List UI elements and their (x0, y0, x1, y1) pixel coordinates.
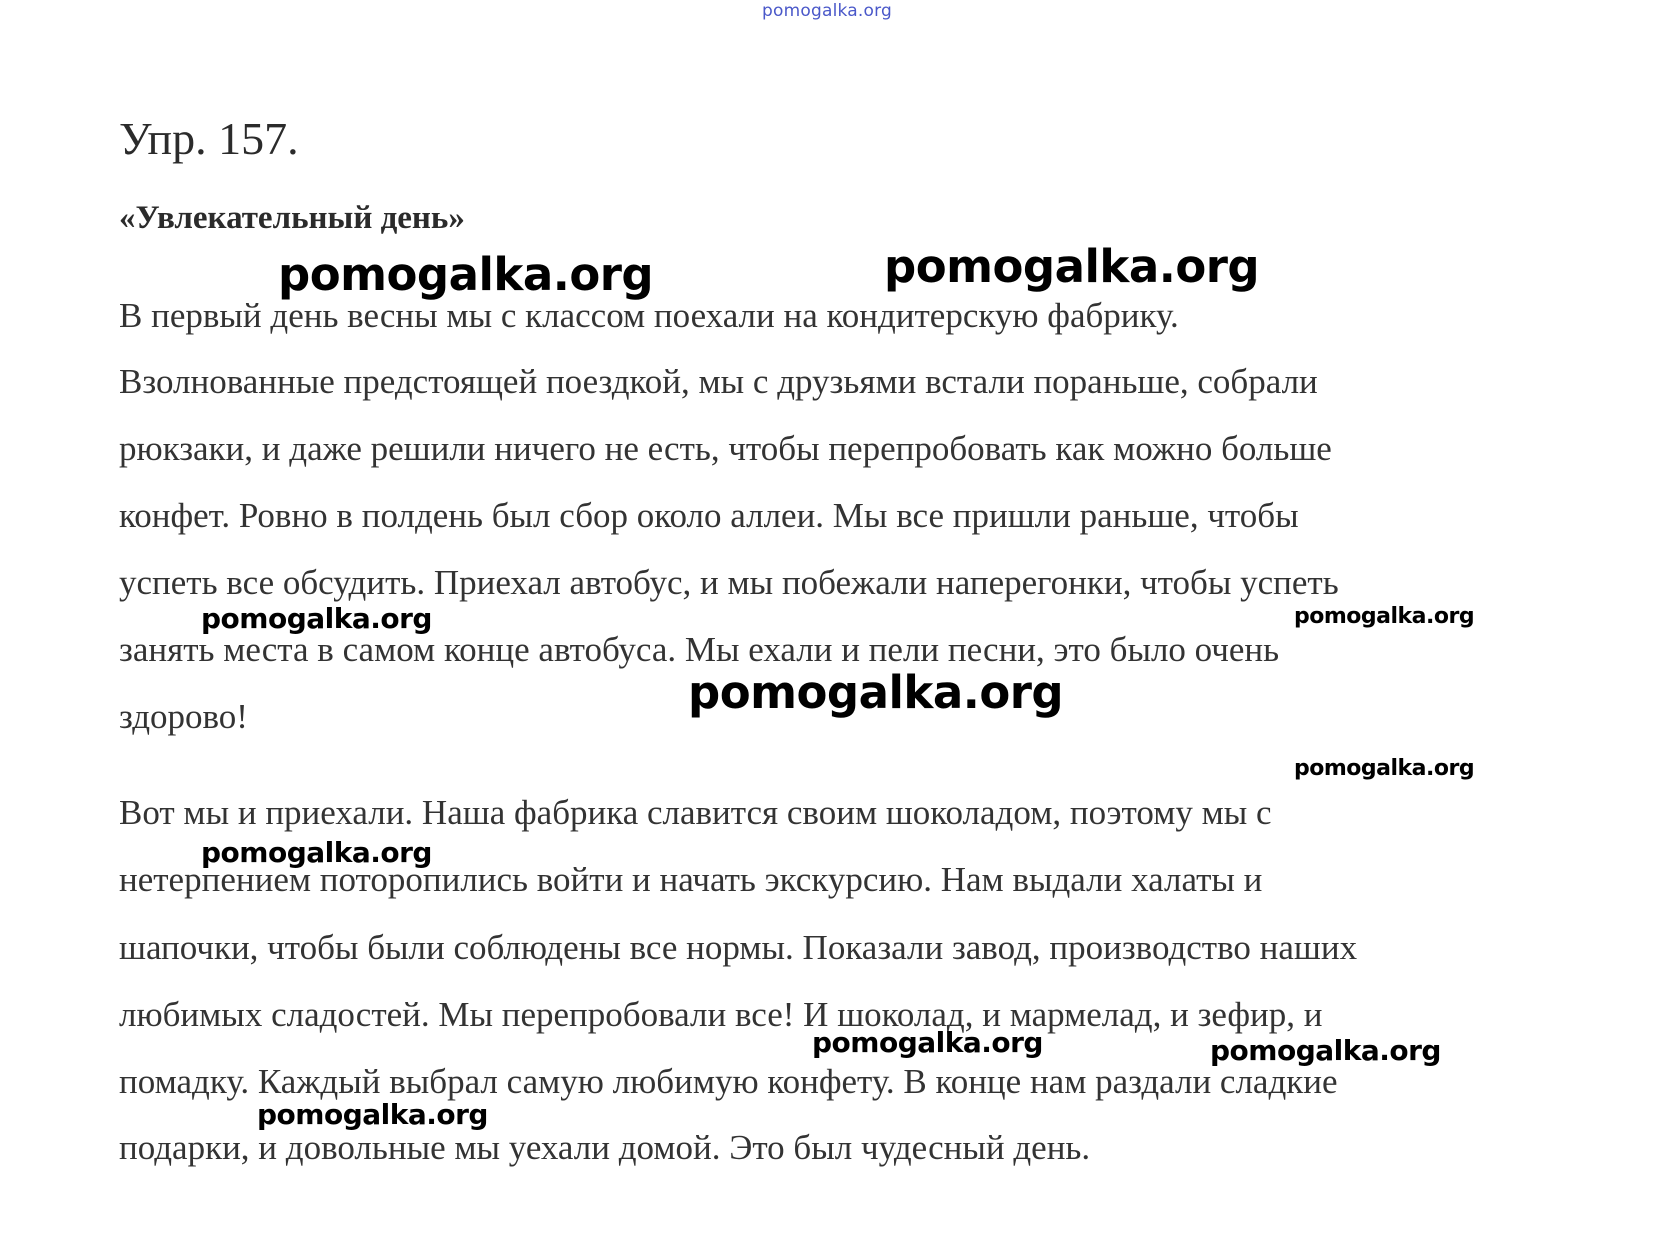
text-line: подарки, и довольные мы уехали домой. Это был чудесный день. (119, 1128, 1091, 1167)
text-line: Взолнованные предстоящей поездкой, мы с друзьями встали пораньше, собрали (119, 362, 1318, 401)
text-line: рюкзаки, и даже решили ничего не есть, чтобы перепробовать как можно больше (119, 429, 1332, 468)
text-line: Вот мы и приехали. Наша фабрика славится своим шоколадом, поэтому мы с (119, 793, 1272, 832)
watermark: pomogalka.org (1210, 1034, 1441, 1067)
watermark: pomogalka.org (278, 248, 654, 301)
text-line: В первый день весны мы с классом поехали на кондитерскую фабрику. (119, 296, 1179, 335)
watermark: pomogalka.org (1294, 756, 1475, 781)
text-line: шапочки, чтобы были соблюдены все нормы. Показали завод, производство наших (119, 928, 1358, 967)
watermark: pomogalka.org (1294, 604, 1475, 629)
watermark: pomogalka.org (688, 666, 1064, 719)
text-line: здорово! (119, 697, 248, 736)
watermark: pomogalka.org (201, 836, 432, 869)
text-line: занять места в самом конце автобуса. Мы ехали и пели песни, это было очень (119, 630, 1280, 669)
text-line: нетерпением поторопились войти и начать экскурсию. Нам выдали халаты и (119, 860, 1263, 899)
watermark: pomogalka.org (201, 602, 432, 635)
text-line: конфет. Ровно в полдень был сбор около аллеи. Мы все пришли раньше, чтобы (119, 496, 1299, 535)
essay-title: «Увлекательный день» (119, 200, 465, 236)
watermark: pomogalka.org (884, 240, 1260, 293)
exercise-title: Упр. 157. (119, 113, 299, 164)
text-line: любимых сладостей. Мы перепробовали все! И шоколад, и мармелад, и зефир, и (119, 995, 1323, 1034)
watermark: pomogalka.org (257, 1098, 488, 1131)
watermark: pomogalka.org (812, 1026, 1043, 1059)
site-link[interactable]: pomogalka.org (762, 1, 892, 21)
text-line: помадку. Каждый выбрал самую любимую конфету. В конце нам раздали сладкие (119, 1062, 1338, 1101)
text-line: успеть все обсудить. Приехал автобус, и мы побежали наперегонки, чтобы успеть (119, 563, 1339, 602)
